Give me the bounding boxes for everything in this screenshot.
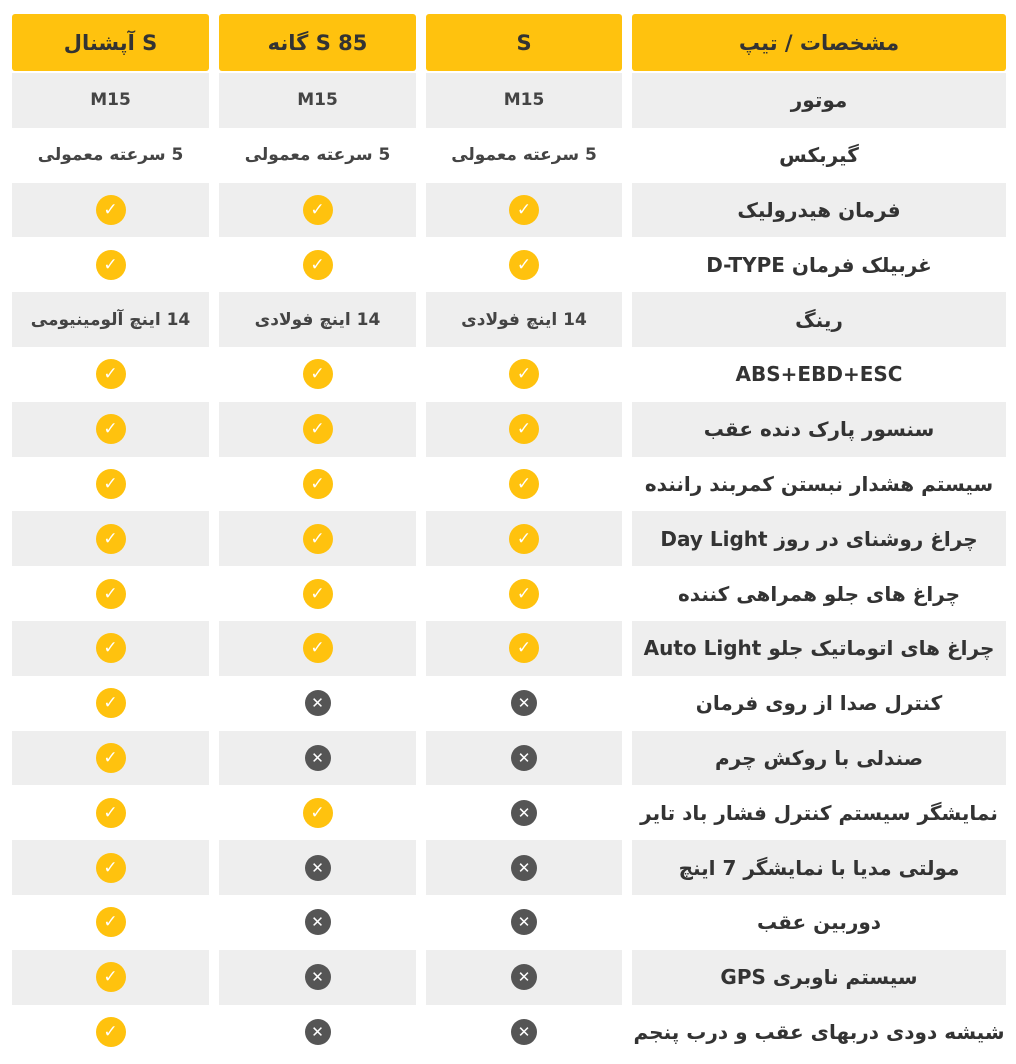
- value-cell: [426, 292, 622, 347]
- table-row: [10, 73, 1006, 128]
- check-icon: ✓: [96, 688, 126, 718]
- check-icon: ✓: [509, 195, 539, 225]
- value-cell: [426, 950, 622, 1005]
- cross-icon: ✕: [511, 964, 537, 990]
- value-cell: [12, 676, 209, 731]
- check-icon: ✓: [303, 469, 333, 499]
- value-text: 5 سرعته معمولی: [37, 145, 184, 166]
- value-cell: [426, 676, 622, 731]
- check-icon: ✓: [509, 633, 539, 663]
- spec-label: ABS+EBD+ESC: [735, 362, 903, 387]
- value-text: M15: [503, 90, 545, 111]
- check-icon: ✓: [509, 524, 539, 554]
- value-cell: [219, 292, 416, 347]
- spec-comparison-table: [10, 14, 1006, 1059]
- value-cell: [12, 840, 209, 895]
- check-icon: ✓: [96, 250, 126, 280]
- check-icon: ✓: [96, 359, 126, 389]
- check-icon: ✓: [96, 962, 126, 992]
- table-row: [10, 237, 1006, 292]
- check-icon: ✓: [303, 633, 333, 663]
- cross-icon: ✕: [511, 800, 537, 826]
- cross-icon: ✕: [511, 909, 537, 935]
- value-text: 5 سرعته معمولی: [451, 145, 597, 166]
- table-row: [10, 183, 1006, 238]
- value-cell: [219, 237, 416, 292]
- value-cell: [12, 1005, 209, 1060]
- value-cell: [12, 292, 209, 347]
- value-cell: [426, 895, 622, 950]
- spec-label: شیشه دودی دربهای عقب و درب پنجم: [633, 1019, 1005, 1044]
- spec-label: فرمان هیدرولیک: [632, 183, 1006, 238]
- table-row: [10, 950, 1006, 1005]
- value-cell: [12, 785, 209, 840]
- value-cell: [426, 347, 622, 402]
- check-icon: ✓: [96, 633, 126, 663]
- spec-label: گیربکس: [779, 143, 859, 168]
- value-cell: [12, 128, 209, 183]
- value-cell: [12, 457, 209, 512]
- value-cell: [426, 128, 622, 183]
- check-icon: ✓: [96, 469, 126, 499]
- table-row: [10, 128, 1006, 183]
- table-row: [10, 347, 1006, 402]
- spec-label: موتور: [632, 73, 1006, 128]
- table-body: [10, 73, 1006, 1059]
- value-text: 5 سرعته معمولی: [244, 145, 391, 166]
- table-row: [10, 1005, 1006, 1060]
- table-row: [10, 292, 1006, 347]
- table-row: [10, 621, 1006, 676]
- value-cell: [426, 1005, 622, 1060]
- value-cell: [219, 566, 416, 621]
- table-row: [10, 511, 1006, 566]
- check-icon: ✓: [509, 359, 539, 389]
- spec-label: مولتی مدیا با نمایشگر 7 اینچ: [632, 840, 1006, 895]
- value-cell: [12, 950, 209, 1005]
- check-icon: ✓: [303, 359, 333, 389]
- value-cell: [12, 237, 209, 292]
- value-cell: [426, 183, 622, 238]
- cross-icon: ✕: [305, 1019, 331, 1045]
- value-text: 14 اینچ آلومینیومی: [30, 309, 191, 330]
- table-row: [10, 676, 1006, 731]
- value-cell: [12, 73, 209, 128]
- header-row: [10, 14, 1006, 71]
- value-cell: [12, 621, 209, 676]
- check-icon: ✓: [96, 414, 126, 444]
- value-cell: [219, 731, 416, 786]
- value-cell: [426, 457, 622, 512]
- header-trim-s-optional: S آپشنال: [12, 14, 209, 71]
- value-cell: [426, 785, 622, 840]
- value-text: 14 اینچ فولادی: [461, 309, 587, 330]
- value-cell: [219, 676, 416, 731]
- table-row: [10, 457, 1006, 512]
- value-text: 14 اینچ فولادی: [254, 309, 381, 330]
- spec-label: سیستم ناوبری GPS: [632, 950, 1006, 1005]
- cross-icon: ✕: [305, 909, 331, 935]
- value-cell: [219, 402, 416, 457]
- spec-label: غربیلک فرمان D-TYPE: [706, 252, 932, 277]
- value-cell: [12, 511, 209, 566]
- check-icon: ✓: [509, 414, 539, 444]
- value-cell: [219, 1005, 416, 1060]
- check-icon: ✓: [509, 579, 539, 609]
- spec-label: سنسور پارک دنده عقب: [632, 402, 1006, 457]
- value-cell: [12, 731, 209, 786]
- check-icon: ✓: [96, 1017, 126, 1047]
- check-icon: ✓: [96, 853, 126, 883]
- value-cell: [426, 731, 622, 786]
- table-row: [10, 840, 1006, 895]
- value-cell: [12, 895, 209, 950]
- value-cell: [426, 621, 622, 676]
- spec-label: چراغ روشنای در روز Day Light: [632, 511, 1006, 566]
- header-trim-s: S: [426, 14, 622, 71]
- value-cell: [219, 621, 416, 676]
- value-cell: [12, 347, 209, 402]
- value-text: M15: [90, 90, 131, 111]
- cross-icon: ✕: [511, 855, 537, 881]
- spec-label: دوربین عقب: [756, 910, 882, 935]
- table-row: [10, 895, 1006, 950]
- cross-icon: ✕: [305, 855, 331, 881]
- table-row: [10, 566, 1006, 621]
- header-spec: مشخصات / تیپ: [632, 14, 1006, 71]
- check-icon: ✓: [96, 195, 126, 225]
- value-cell: [219, 840, 416, 895]
- spec-label: نمایشگر سیستم کنترل فشار باد تایر: [640, 800, 998, 825]
- value-cell: [426, 511, 622, 566]
- table-row: [10, 402, 1006, 457]
- cross-icon: ✕: [511, 690, 537, 716]
- check-icon: ✓: [303, 798, 333, 828]
- spec-label: چراغ های جلو همراهی کننده: [677, 581, 961, 606]
- cross-icon: ✕: [511, 745, 537, 771]
- value-cell: [219, 73, 416, 128]
- check-icon: ✓: [303, 524, 333, 554]
- check-icon: ✓: [509, 469, 539, 499]
- check-icon: ✓: [96, 579, 126, 609]
- cross-icon: ✕: [305, 745, 331, 771]
- check-icon: ✓: [303, 579, 333, 609]
- spec-label: کنترل صدا از روی فرمان: [695, 691, 943, 716]
- value-cell: [426, 237, 622, 292]
- cross-icon: ✕: [305, 690, 331, 716]
- value-cell: [12, 566, 209, 621]
- check-icon: ✓: [96, 907, 126, 937]
- value-cell: [219, 128, 416, 183]
- check-icon: ✓: [96, 524, 126, 554]
- spec-label: صندلی با روکش چرم: [632, 731, 1006, 786]
- spec-label: چراغ های اتوماتیک جلو Auto Light: [632, 621, 1006, 676]
- check-icon: ✓: [303, 414, 333, 444]
- check-icon: ✓: [96, 798, 126, 828]
- header-trim-s85: S 85 گانه: [219, 14, 416, 71]
- value-cell: [219, 511, 416, 566]
- check-icon: ✓: [303, 250, 333, 280]
- value-cell: [219, 457, 416, 512]
- value-cell: [426, 73, 622, 128]
- value-cell: [219, 785, 416, 840]
- value-cell: [219, 895, 416, 950]
- cross-icon: ✕: [305, 964, 331, 990]
- check-icon: ✓: [509, 250, 539, 280]
- check-icon: ✓: [96, 743, 126, 773]
- value-cell: [12, 183, 209, 238]
- value-cell: [426, 566, 622, 621]
- value-cell: [426, 840, 622, 895]
- value-cell: [426, 402, 622, 457]
- value-text: M15: [297, 90, 338, 111]
- cross-icon: ✕: [511, 1019, 537, 1045]
- value-cell: [219, 347, 416, 402]
- value-cell: [12, 402, 209, 457]
- value-cell: [219, 950, 416, 1005]
- spec-label: سیستم هشدار نبستن کمربند راننده: [644, 471, 994, 496]
- check-icon: ✓: [303, 195, 333, 225]
- table-row: [10, 731, 1006, 786]
- spec-label: رینگ: [632, 292, 1006, 347]
- value-cell: [219, 183, 416, 238]
- table-row: [10, 785, 1006, 840]
